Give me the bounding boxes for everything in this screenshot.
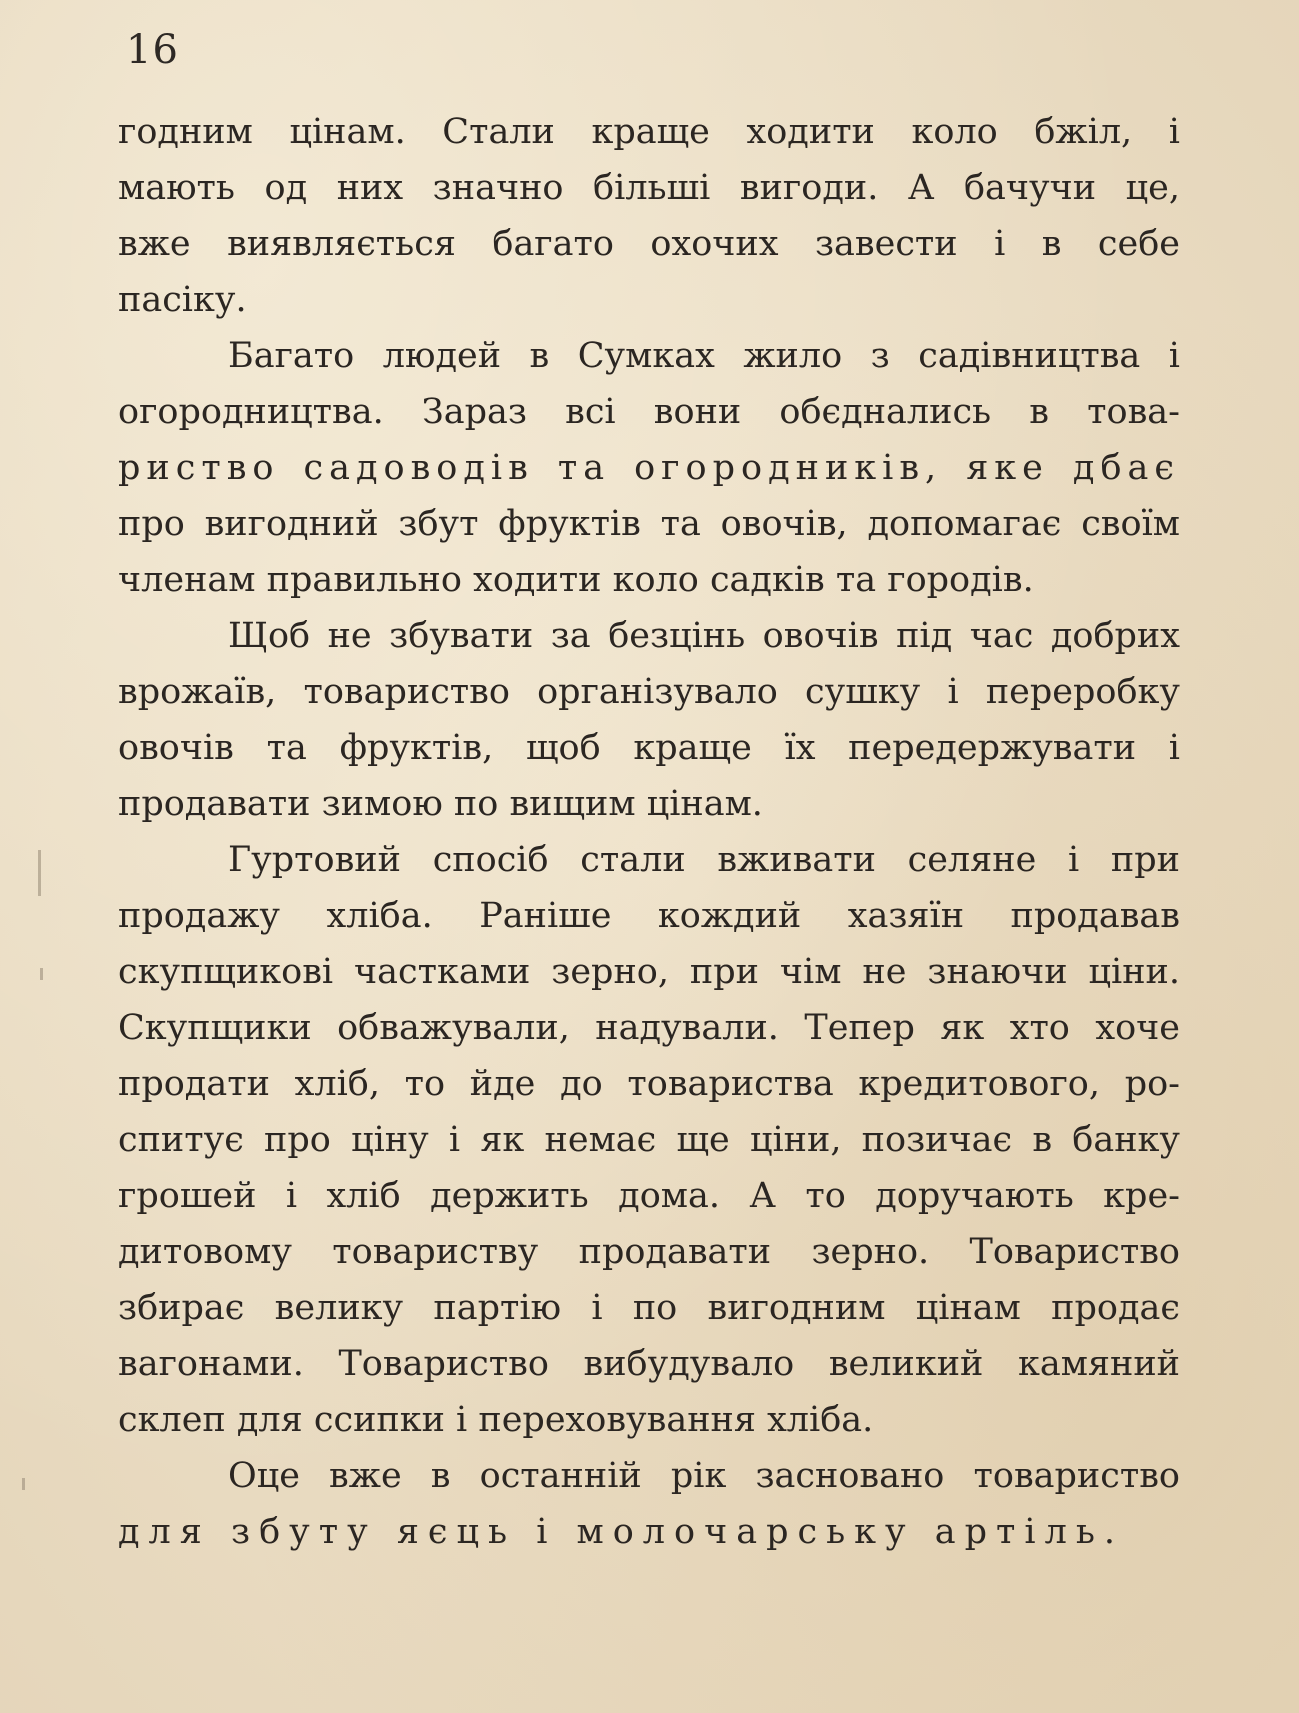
text-line: годним цінам. Стали краще ходити коло бжіл, і bbox=[118, 112, 1180, 152]
text-line: склеп для ссипки і переховування хліба. bbox=[118, 1400, 874, 1440]
text-line: риство садоводів та огородників, яке дбає bbox=[118, 448, 1180, 488]
text-line: скупщикові частками зерно, при чім не знаючи ціни. bbox=[118, 952, 1180, 992]
text-line: продати хліб, то йде до товариства кредитового, ро- bbox=[118, 1064, 1180, 1104]
text-line: про вигодний збут фруктів та овочів, допомагає своїм bbox=[118, 504, 1180, 544]
margin-mark bbox=[22, 1478, 25, 1490]
text-line: членам правильно ходити коло садків та городів. bbox=[118, 560, 1034, 600]
text-line: врожаїв, товариство організувало сушку і переробку bbox=[118, 672, 1180, 712]
body-text bbox=[118, 104, 1180, 1560]
text-line: продажу хліба. Раніше кождий хазяїн продавав bbox=[118, 896, 1180, 936]
page-number: 16 bbox=[126, 27, 179, 73]
text-line: дитовому товариству продавати зерно. Товариство bbox=[118, 1232, 1180, 1272]
text-line: Гуртовий спосіб стали вживати селяне і при bbox=[228, 840, 1180, 880]
text-line: для збуту яєць і молочарську артіль. bbox=[118, 1512, 1125, 1552]
text-line: спитує про ціну і як немає ще ціни, позичає в банку bbox=[118, 1120, 1180, 1160]
text-line: збирає велику партію і по вигодним цінам продає bbox=[118, 1288, 1180, 1328]
text-line: Багато людей в Сумках жило з садівництва і bbox=[228, 336, 1180, 376]
text-line: пасіку. bbox=[118, 280, 247, 320]
text-line: грошей і хліб держить дома. А то доручають кре- bbox=[118, 1176, 1180, 1216]
text-line: огородництва. Зараз всі вони обєднались в това- bbox=[118, 392, 1180, 432]
text-line: вагонами. Товариство вибудувало великий камяний bbox=[118, 1344, 1180, 1384]
margin-mark bbox=[38, 850, 41, 896]
text-line: овочів та фруктів, щоб краще їх передержувати і bbox=[118, 728, 1180, 768]
text-line: продавати зимою по вищим цінам. bbox=[118, 784, 763, 824]
margin-mark bbox=[40, 968, 43, 980]
text-line: Скупщики обважували, надували. Тепер як хто хоче bbox=[118, 1008, 1180, 1048]
text-line: вже виявляється багато охочих завести і в себе bbox=[118, 224, 1180, 264]
text-line: мають од них значно більші вигоди. А бачучи це, bbox=[118, 168, 1180, 208]
text-line: Оце вже в останній рік засновано товариство bbox=[228, 1456, 1180, 1496]
text-line: Щоб не збувати за безцінь овочів під час добрих bbox=[228, 616, 1180, 656]
